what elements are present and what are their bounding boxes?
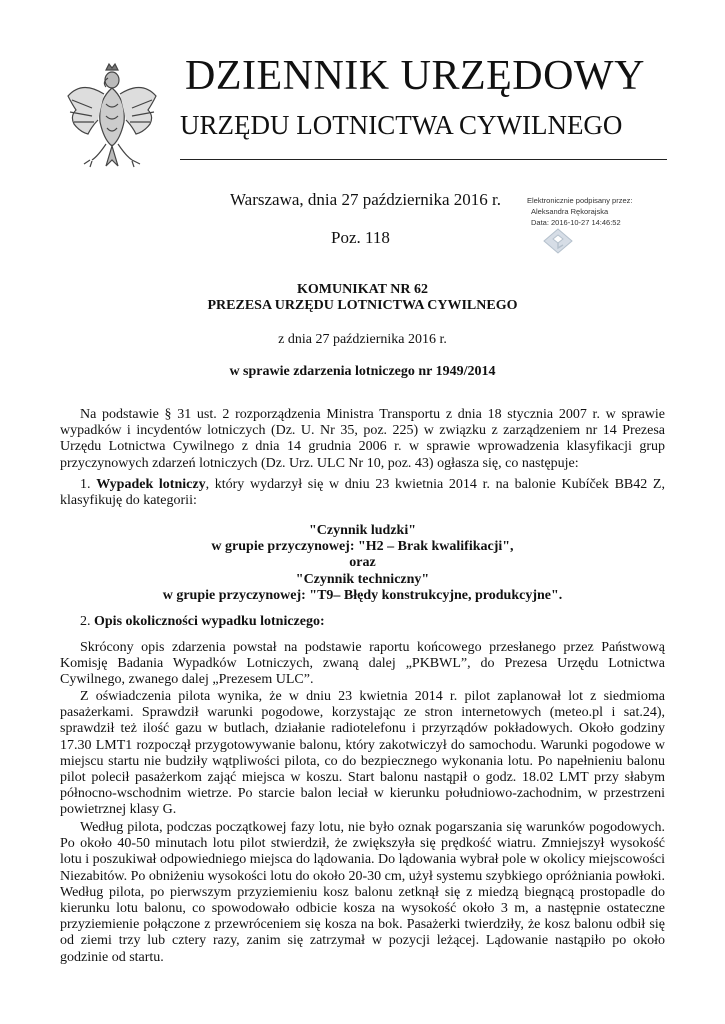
group-h2: w grupie przyczynowej: "H2 – Brak kwalifikacji", xyxy=(211,539,514,555)
section-1-label: Wypadek lotniczy xyxy=(96,477,206,492)
group-t9: w grupie przyczynowej: "T9– Błędy konstrukcyjne, produkcyjne". xyxy=(162,587,563,603)
electronic-signature xyxy=(527,195,697,228)
announcement-number: KOMUNIKAT NR 62 xyxy=(297,282,428,297)
classification-block xyxy=(60,523,665,604)
journal-subtitle: URZĘDU LOTNICTWA CYWILNEGO xyxy=(180,110,623,140)
position-number: Poz. 118 xyxy=(331,228,390,247)
section-1-number: 1. xyxy=(80,477,91,492)
signature-label: Elektronicznie podpisany przez: xyxy=(527,196,633,205)
section-1 xyxy=(60,477,665,509)
section-2-label: Opis okoliczności wypadku lotniczego: xyxy=(94,614,325,629)
coat-of-arms-eagle-icon xyxy=(62,60,162,172)
announcement-subject: w sprawie zdarzenia lotniczego nr 1949/2014 xyxy=(229,364,496,379)
paragraph-pilot-statement: Z oświadczenia pilota wynika, że w dniu 23 kwietnia 2014 r. pilot zaplanował lot z siedmioma pasażerkami. Sprawdził warunki pogodowe, korzystając ze stron internetowych (meteo.pl i sat.24), sprawdził też ilość gazu w butlach, działanie radiotelefonu i przyrządów pokładowych. Około godziny 17.30 LMT1 rozpoczął przygotowywanie balonu, który zakotwiczył do samochodu. Warunki pogodowe w miejscu startu nie budziły wątpliwości pilota, co do bezpiecznego wykonania lotu. Po napełnieniu balonu pilot polecił pasażerkom zająć miejsca w koszu. Start balonu nastąpił o godz. 18.02 LMT przy słabym północno-wschodnim wietrze. Po starcie balon leciał w kierunku południowo-zachodnim, w przestrzeni powietrznej klasy G. xyxy=(60,689,665,818)
signature-name: Aleksandra Rękorajska xyxy=(531,207,609,216)
section-2-number: 2. xyxy=(80,614,91,629)
paragraph-flight-description: Według pilota, podczas początkowej fazy lotu, nie było oznak pogarszania się warunków pogodowych. Po około 40-50 minutach lotu pilot stwierdził, że zwiększyła się prędkość wiatru. Zmniejszył wysokość lotu i poszukiwał odpowiedniego miejsca do lądowania. Do lądowania wybrał pole w okolicy miejscowości Niezabitów. Po obniżeniu wysokości lotu do około 20-30 cm, użył systemu szybkiego opróżniania powłoki. Według pilota, po pierwszym przyziemieniu kosz balonu zetknął się z miedzą biegnącą prostopadle do kierunku lotu balonu, co spowodowało odbicie kosza na wysokość około 3 m, a następnie ostateczne przyziemienie połączone z przewróceniem się kosza na bok. Pasażerki twierdziły, że kosz balonu odbił się od ziemi trzy lub cztery razy, zanim się zatrzymał w pozycji leżącej. Lądowanie nastąpiło po około godzinie od startu. xyxy=(60,820,665,965)
section-2-heading xyxy=(60,614,665,630)
header-divider xyxy=(180,159,667,160)
section-1-text: , który wydarzył się w dniu 23 kwietnia 2014 r. na balonie Kubíček BB42 Z, klasyfikuję do kategorii: xyxy=(60,477,665,509)
signature-logo-icon xyxy=(541,226,575,256)
conjunction: oraz xyxy=(349,555,376,571)
paragraph-summary: Skrócony opis zdarzenia powstał na podstawie raportu końcowego przesłanego przez Państwową Komisję Badania Wypadków Lotniczych, zwaną dalej „PKBWL”, do Prezesa Urzędu Lotnictwa Cywilnego, zwanego dalej „Prezesem ULC”. xyxy=(60,640,665,688)
announcement-issuer: PREZESA URZĘDU LOTNICTWA CYWILNEGO xyxy=(207,298,518,313)
journal-title: DZIENNIK URZĘDOWY xyxy=(185,53,645,99)
dateline: Warszawa, dnia 27 października 2016 r. xyxy=(230,190,501,209)
category-technical-factor: "Czynnik techniczny" xyxy=(295,571,430,587)
category-human-factor: "Czynnik ludzki" xyxy=(309,523,416,538)
announcement-date: z dnia 27 października 2016 r. xyxy=(278,332,447,347)
intro-paragraph: Na podstawie § 31 ust. 2 rozporządzenia Ministra Transportu z dnia 18 stycznia 2007 r. w sprawie wypadków i incydentów lotniczych (Dz. U. Nr 35, poz. 225) w związku z zarządzeniem nr 14 Prezesa Urzędu Lotnictwa Cywilnego z dnia 14 grudnia 2006 r. w sprawie wprowadzenia klasyfikacji grup przyczynowych zdarzeń lotniczych (Dz. Urz. ULC Nr 10, poz. 43) ogłasza się, co następuje: xyxy=(60,407,665,471)
signature-date: Data: 2016-10-27 14:46:52 xyxy=(531,218,621,227)
